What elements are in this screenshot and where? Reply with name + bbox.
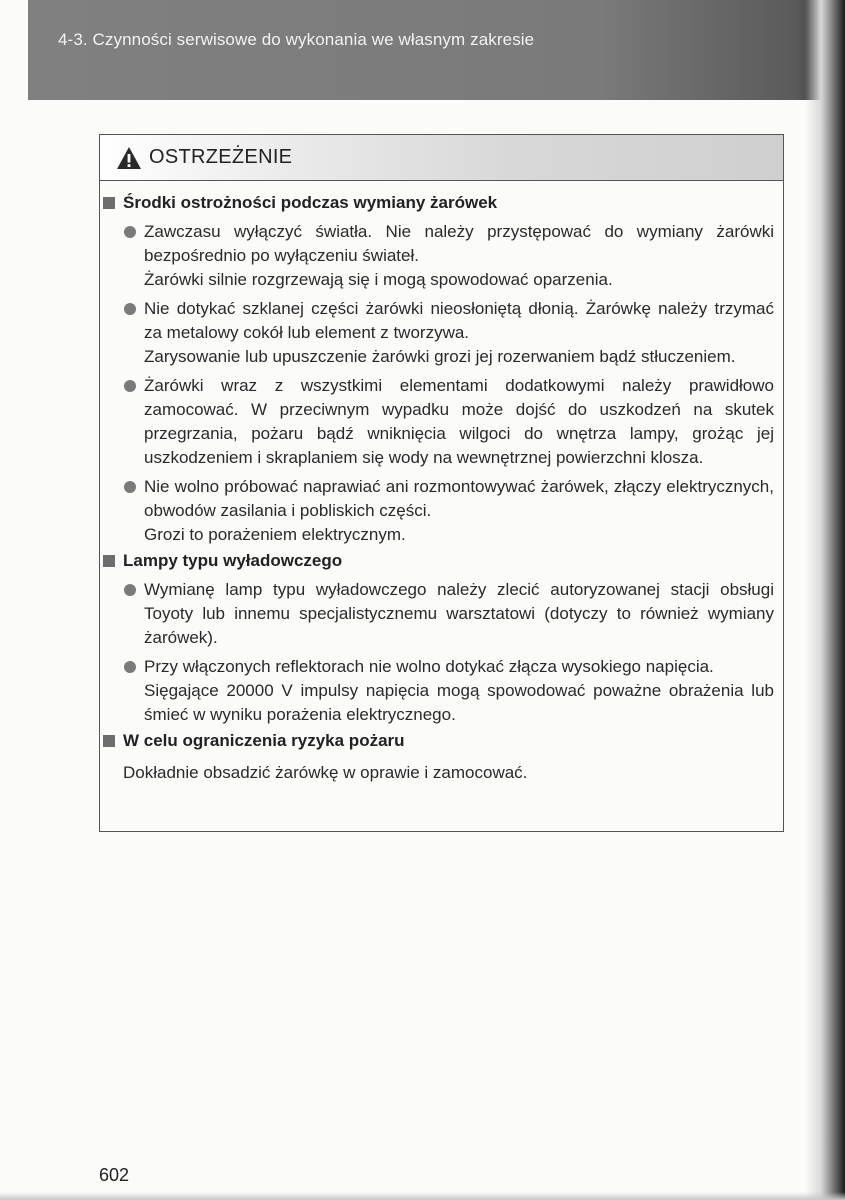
section-title: 4-3. Czynności serwisowe do wykonania we własnym zakresie bbox=[58, 30, 535, 49]
round-bullet-icon bbox=[124, 584, 136, 596]
bullet-text: Przy włączonych reflektorach nie wolno dotykać złącza wysokiego napięcia. bbox=[144, 657, 714, 676]
bullet-text: Zarysowanie lub upuszczenie żarówki grozi jej rozerwaniem bądź stłuczeniem. bbox=[144, 347, 736, 366]
section-text: Dokładnie obsadzić żarówkę w oprawie i zamocować. bbox=[123, 763, 528, 782]
page-number: 602 bbox=[99, 1165, 130, 1185]
section-heading: W celu ograniczenia ryzyka pożaru bbox=[99, 729, 784, 753]
bullet-text: Żarówki silnie rozgrzewają się i mogą spowodować oparzenia. bbox=[144, 270, 613, 289]
list-item bbox=[99, 297, 784, 369]
section-heading: Lampy typu wyładowczego bbox=[99, 549, 784, 573]
round-bullet-icon bbox=[124, 226, 136, 238]
bullet-text: Nie wolno próbować naprawiać ani rozmontowywać żarówek, złączy elektrycznych, obwodów zasilania i pobliskich części. bbox=[144, 477, 774, 520]
warning-title: OSTRZEŻENIE bbox=[149, 146, 293, 168]
round-bullet-icon bbox=[124, 661, 136, 673]
bullet-text: Wymianę lamp typu wyładowczego należy zlecić autoryzowanej stacji obsługi Toyoty lub innemu specjalistycznemu warsztatowi (dotyczy to również wymiany żarówek). bbox=[144, 580, 774, 647]
warning-triangle-icon bbox=[116, 146, 142, 175]
round-bullet-icon bbox=[124, 481, 136, 493]
warning-content bbox=[99, 189, 784, 785]
round-bullet-icon bbox=[124, 303, 136, 315]
bullet-text: Nie dotykać szklanej części żarówki nieosłoniętą dłonią. Żarówkę należy trzymać za metalowy cokół lub element z tworzywa. bbox=[144, 299, 774, 342]
page-edge-shadow bbox=[805, 0, 845, 1200]
section-heading: Środki ostrożności podczas wymiany żarówek bbox=[99, 191, 784, 215]
list-item bbox=[99, 220, 784, 292]
square-bullet-icon bbox=[103, 197, 115, 209]
bullet-text: Zawczasu wyłączyć światła. Nie należy przystępować do wymiany żarówki bezpośrednio po wyłączeniu świateł. bbox=[144, 222, 774, 265]
list-item bbox=[99, 578, 784, 650]
list-item bbox=[99, 374, 784, 470]
warning-header bbox=[100, 135, 783, 181]
page-bottom-shadow bbox=[0, 1192, 845, 1200]
square-bullet-icon bbox=[103, 735, 115, 747]
bullet-text: Sięgające 20000 V impulsy napięcia mogą spowodować poważne obrażenia lub śmieć w wyniku porażenia elektrycznego. bbox=[144, 681, 774, 724]
list-item bbox=[99, 475, 784, 547]
bullet-text: Grozi to porażeniem elektrycznym. bbox=[144, 525, 406, 544]
list-item bbox=[99, 655, 784, 727]
header-band bbox=[28, 0, 845, 100]
round-bullet-icon bbox=[124, 380, 136, 392]
square-bullet-icon bbox=[103, 555, 115, 567]
bullet-text: Żarówki wraz z wszystkimi elementami dodatkowymi należy prawidłowo zamocować. W przeciwnym wypadku może dojść do uszkodzeń na skutek przegrzania, pożaru bądź wniknięcia wilgoci do wnętrza lampy, grożąc jej uszkodzeniem i skraplaniem się wody na wewnętrznej powierzchni klosza. bbox=[144, 376, 774, 467]
